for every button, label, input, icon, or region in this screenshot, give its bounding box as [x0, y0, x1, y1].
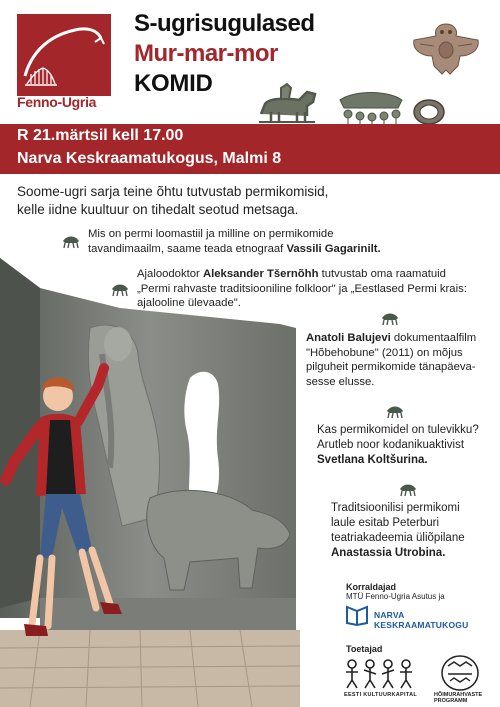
supporters-label: Toetajad	[346, 644, 383, 654]
ornament-icon	[110, 283, 130, 297]
ring-artifact-icon	[412, 98, 446, 126]
organizers-label: Korraldajad	[346, 582, 397, 592]
sculpture-photo	[0, 258, 300, 707]
event-location: Narva Keskraamatukogus, Malmi 8	[17, 150, 282, 167]
intro-line-1: Soome-ugri sarja teine õhtu tutvustab permikomisid,	[17, 184, 329, 199]
program-item-1: Mis on permi loomastiil ja milline on permikomide tavandimaailm, saame teada etnograaf Vassili Gagarinilt.	[88, 228, 381, 255]
ornament-icon	[385, 405, 405, 419]
intro-line-2: kelle iidne kuultuur on tihedalt seotud metsaga.	[17, 202, 299, 217]
event-datetime: R 21.märtsil kell 17.00	[17, 127, 184, 144]
title-line-3: KOMID	[134, 70, 213, 97]
program-item-3: Anatoli Balujevi dokumentaalfilm "Hõbehobune" (2011) on mõjus pilguheit permikomide tänapäeva- sesse elusse.	[306, 332, 477, 388]
fenno-ugria-logo	[17, 14, 111, 96]
hoimurahvaste-logo-icon	[440, 654, 480, 692]
supporter-2: HÕIMURAHVASTE PROGRAMM	[434, 692, 483, 704]
ornament-icon	[380, 312, 400, 326]
program-item-5: Traditsioonilisi permikomi laule esitab Peterburi teatriakadeemia üliõpilane Anastassia Utrobina.	[331, 502, 465, 559]
horse-rider-artifact-icon	[255, 82, 327, 127]
horse-emblem-icon	[17, 14, 111, 96]
program-item-4: Kas permikomidel on tulevikku? Arutleb noor kodanikuaktivist Svetlana Koltšurina.	[317, 424, 479, 466]
ornament-icon	[61, 235, 81, 249]
bird-pendant-artifact-icon	[334, 86, 408, 126]
logo-wordmark: Fenno-Ugria	[17, 94, 97, 110]
organizer-1: MTÜ Fenno-Ugria Asutus ja	[346, 592, 445, 601]
title-line-2: Mur-mar-mor	[134, 40, 278, 67]
library-logo-icon	[345, 603, 369, 627]
bird-idol-artifact-icon	[410, 20, 482, 78]
kulkapital-logo-icon	[344, 656, 424, 690]
supporter-1: EESTI KULTUURKAPITAL	[344, 692, 418, 698]
title-line-1: S-ugrisugulased	[134, 10, 315, 37]
ornament-icon	[398, 483, 418, 497]
intro-text	[17, 183, 487, 219]
organizer-2: NARVA KESKRAAMATUKOGU	[374, 610, 469, 630]
program-item-2: Ajaloodoktor Aleksander Tšernõhh tutvustab oma raamatuid „Permi rahvaste traditsiooniline folkloor" ja „Eestlased Permi krais: ajalooline ülevaade".	[137, 268, 467, 309]
